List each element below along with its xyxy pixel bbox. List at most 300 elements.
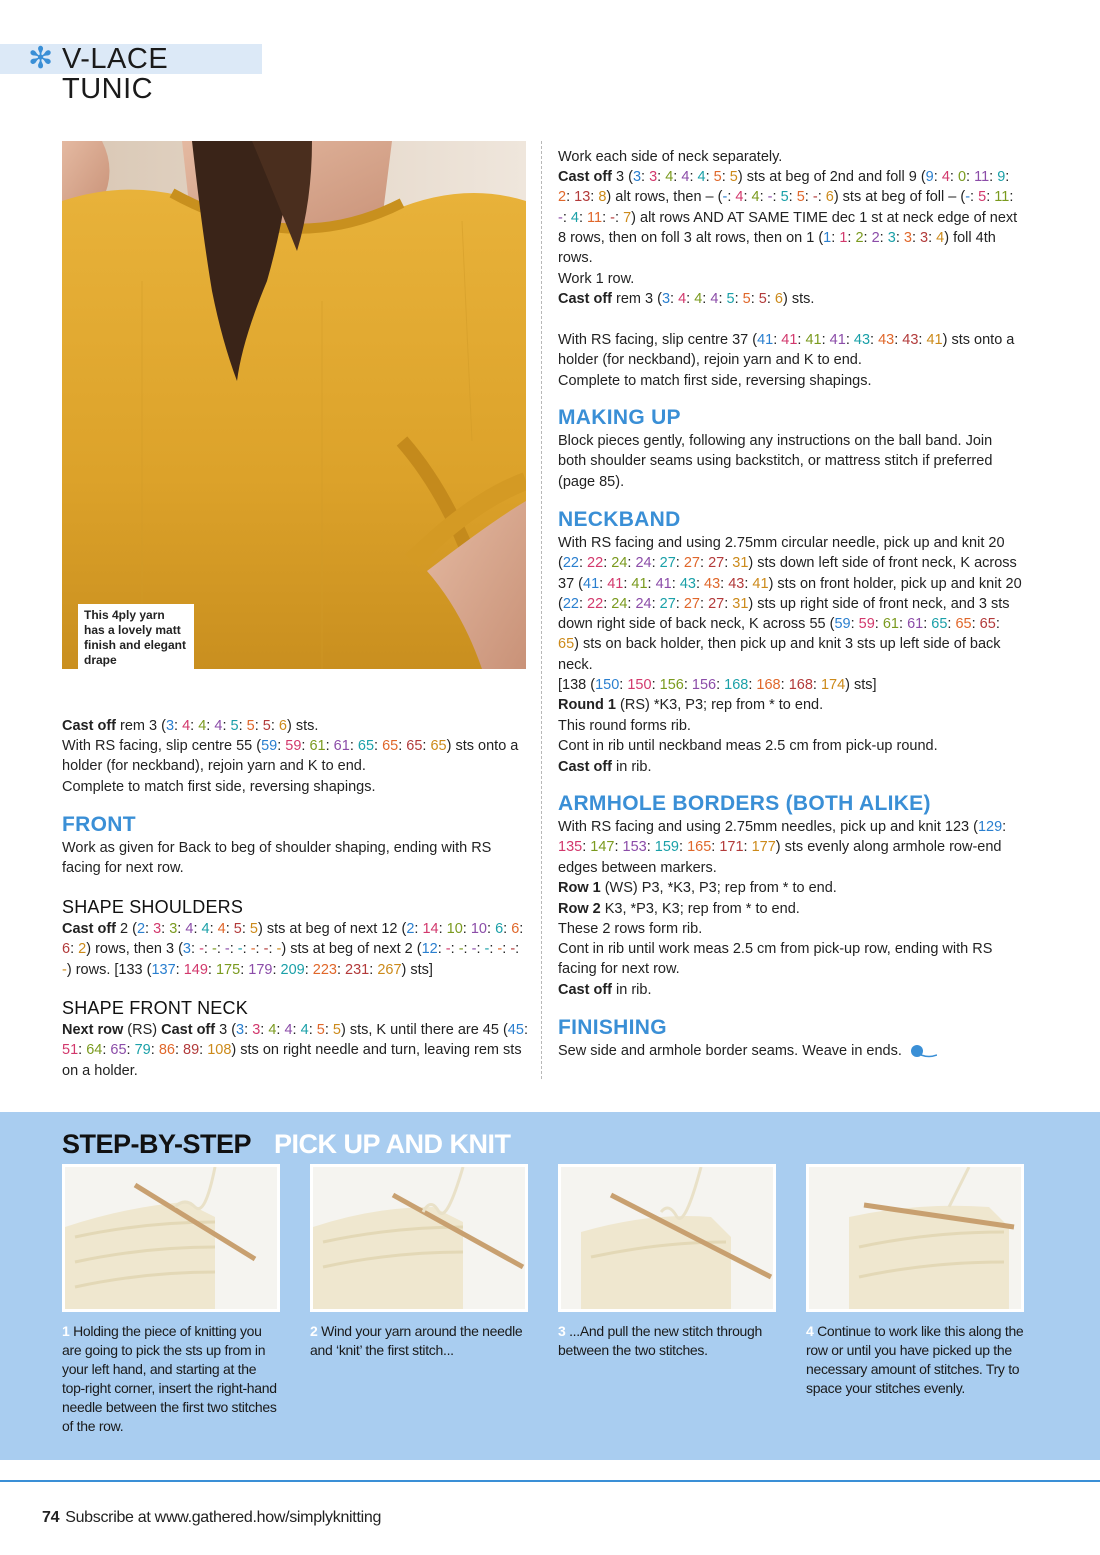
size-value: 0	[957, 169, 967, 185]
text-run: :	[1005, 169, 1010, 185]
text-run: :	[874, 616, 883, 633]
size-value: 5	[726, 291, 735, 307]
text-run: :	[788, 189, 797, 206]
text-run: :	[254, 718, 263, 734]
text-run: With RS facing and using 2.75mm needles, pick up and knit 123 (	[558, 819, 978, 835]
size-value: 65	[430, 738, 447, 754]
size-value: 22	[562, 595, 579, 612]
bold-term: Cast off	[62, 921, 116, 937]
text-run: ) sts on front holder, pick up and knit 20 (	[558, 575, 1022, 612]
size-value: 5	[233, 921, 242, 937]
size-value: 24	[635, 555, 652, 572]
size-value: 89	[183, 1042, 200, 1059]
bold-term: Row 2	[558, 901, 601, 917]
size-value: 108	[207, 1042, 232, 1059]
size-value: -	[497, 941, 503, 958]
size-value: 27	[708, 555, 725, 572]
castoff-rem-text	[62, 716, 528, 736]
text-run: :	[161, 921, 170, 937]
step-number: 1	[62, 1323, 70, 1339]
row1-text	[558, 878, 1024, 898]
text-run: :	[766, 291, 775, 307]
size-value: 86	[158, 1042, 175, 1059]
work-1-row-text: Work 1 row.	[558, 271, 635, 287]
size-value: 27	[659, 555, 676, 572]
size-value: 168	[724, 677, 749, 693]
shape-shoulders-heading: SHAPE SHOULDERS	[62, 897, 244, 917]
size-value: 156	[659, 677, 684, 693]
text-run: ) sts at beg of foll – (	[833, 189, 966, 206]
step-1-photo	[62, 1164, 280, 1312]
step-3-photo	[558, 1164, 776, 1312]
size-value: 231	[345, 961, 370, 978]
size-value: 22	[562, 555, 579, 572]
text-run: :	[773, 332, 782, 348]
text-run: ) sts, K until there are 45 (	[340, 1022, 508, 1038]
size-value: 43	[728, 575, 745, 592]
text-run: :	[582, 839, 591, 856]
step-3-caption	[558, 1322, 778, 1360]
text-run: :	[566, 189, 575, 206]
step-title: STEP-BY-STEP	[62, 1129, 252, 1159]
size-value: 168	[756, 677, 781, 693]
text-run: :	[102, 1042, 111, 1059]
text-run: :	[277, 738, 286, 754]
size-value: 4	[697, 169, 706, 185]
text-run: :	[562, 209, 571, 226]
text-run: :	[947, 616, 956, 633]
castoff-neck-text	[558, 167, 1024, 268]
text-run: :	[1009, 189, 1014, 206]
text-run: :	[304, 961, 313, 978]
size-value: -	[471, 941, 477, 958]
text-run: :	[748, 677, 757, 693]
text-run: :	[270, 718, 279, 734]
text-run: :	[615, 209, 624, 226]
neckband-text	[558, 533, 1024, 675]
size-value: -	[558, 209, 563, 226]
size-value: 5	[332, 1022, 341, 1038]
text-run: ) sts down left side of front neck, K across 37 (	[558, 555, 1017, 592]
size-value: 4	[185, 921, 194, 937]
armhole-text	[558, 817, 1024, 878]
text-run: :	[970, 189, 979, 206]
text-run: :	[695, 575, 705, 592]
size-value: 41	[631, 575, 648, 592]
text-run: :	[603, 595, 612, 612]
size-value: 5	[262, 718, 271, 734]
text-run: :	[671, 575, 680, 592]
text-run: :	[711, 839, 720, 856]
size-value: 43	[878, 332, 895, 348]
size-value: 6	[774, 291, 783, 307]
size-value: -	[199, 941, 204, 958]
text-run: :	[301, 738, 310, 754]
size-value: 2	[406, 921, 415, 937]
text-run: :	[821, 332, 830, 348]
size-value: 5	[758, 291, 767, 307]
size-value: 27	[683, 595, 700, 612]
size-value: 61	[309, 738, 326, 754]
size-value: 5	[742, 291, 751, 307]
text-run: :	[260, 1022, 269, 1038]
size-value: 2	[871, 229, 880, 246]
bold-term: Round 1	[558, 697, 616, 713]
subscribe-link[interactable]: Subscribe at www.gathered.how/simplyknitting	[65, 1509, 382, 1526]
size-value: 9	[997, 169, 1006, 185]
text-run: :	[193, 921, 202, 937]
text-run: :	[705, 169, 714, 185]
finishing-heading: FINISHING	[558, 1016, 667, 1039]
text-run: :	[272, 961, 281, 978]
text-run: :	[689, 169, 698, 185]
text-run: :	[804, 189, 813, 206]
size-value: 41	[655, 575, 672, 592]
text-run: :	[603, 555, 612, 572]
text-run: ) alt rows, then – (	[606, 189, 723, 206]
size-value: 59	[261, 738, 278, 754]
text-run: :	[734, 291, 743, 307]
size-value: 1	[839, 229, 848, 246]
text-run: :	[894, 332, 903, 348]
size-value: 5	[246, 718, 255, 734]
text-run: ) sts.	[783, 291, 815, 307]
size-value: 41	[607, 575, 624, 592]
slip-centre-text	[62, 736, 528, 777]
size-value: 7	[623, 209, 632, 226]
text-run: :	[743, 839, 752, 856]
size-value: -	[263, 941, 269, 958]
text-run: :	[702, 291, 711, 307]
text-run: :	[78, 1042, 87, 1059]
text-run: :	[895, 229, 904, 246]
size-value: 43	[853, 332, 871, 348]
text-run: :	[797, 332, 806, 348]
text-run: :	[641, 169, 650, 185]
text-run: :	[847, 229, 856, 246]
size-value: 2	[78, 941, 87, 958]
text-run: :	[437, 941, 446, 958]
size-value: 168	[788, 677, 813, 693]
page-number: 74	[42, 1509, 60, 1526]
asterisk-icon: ✻	[28, 41, 54, 76]
size-value: 24	[611, 595, 628, 612]
text-run: :	[989, 169, 998, 185]
front-heading: FRONT	[62, 813, 136, 836]
text-run: in rib.	[611, 759, 652, 775]
neckband-heading: NECKBAND	[558, 508, 681, 531]
size-value: 3	[661, 291, 671, 307]
size-value: 41	[829, 332, 846, 348]
text-run: :	[476, 941, 485, 958]
size-value: 24	[635, 595, 652, 612]
text-run: :	[523, 1022, 528, 1038]
text-run: :	[863, 229, 872, 246]
photo-caption: This 4ply yarn has a lovely matt finish and elegant drape	[78, 604, 194, 672]
text-run: :	[174, 1042, 184, 1059]
size-value: 51	[62, 1042, 79, 1059]
footer	[42, 1508, 381, 1528]
text-run: :	[651, 555, 660, 572]
size-value: 179	[248, 961, 273, 978]
text-run: :	[923, 616, 932, 633]
size-value: 4	[936, 229, 945, 246]
footer-rule	[0, 1480, 1100, 1482]
size-value: 41	[805, 332, 822, 348]
size-value: 41	[757, 332, 774, 348]
size-value: 267	[377, 961, 402, 978]
text-run: :	[450, 941, 459, 958]
size-value: 61	[882, 616, 899, 633]
text-run: :	[590, 189, 599, 206]
text-run: :	[222, 718, 231, 734]
text-run: ) sts onto a holder (for neckband), rejoin yarn and K to end.	[62, 738, 519, 775]
size-value: 8	[598, 189, 607, 206]
column-divider	[541, 141, 542, 1079]
text-run: :	[657, 169, 666, 185]
size-value: 65	[406, 738, 423, 754]
size-value: 4	[694, 291, 703, 307]
text-run: :	[724, 595, 733, 612]
size-value: 3	[903, 229, 912, 246]
step-text: Holding the piece of knitting you are going to pick the sts up from in your left hand, and starting at the top-right corner, insert the right-hand needle between the first two stitches of the row.	[62, 1323, 277, 1434]
castoff-rib-text	[558, 757, 1024, 777]
text-run: ) alt rows AND AT SAME TIME dec 1 st at neck edge of next 8 rows, then on foll 3 alt rows, then on 1 (	[558, 209, 1018, 246]
text-run: :	[817, 189, 826, 206]
size-value: 3	[920, 229, 929, 246]
step-number: 4	[806, 1323, 814, 1339]
size-value: 4	[678, 291, 687, 307]
text-run: in rib.	[611, 982, 652, 998]
text-run: :	[238, 718, 247, 734]
text-run: ) sts.	[287, 718, 319, 734]
size-value: 41	[583, 575, 600, 592]
size-value: 59	[285, 738, 302, 754]
size-value: 2	[558, 189, 567, 206]
text-run: With RS facing, slip centre 55 (	[62, 738, 262, 754]
size-value: 6	[511, 921, 520, 937]
bold-term: Cast off	[558, 169, 612, 185]
size-value: 27	[708, 595, 725, 612]
text-run: :	[675, 555, 684, 572]
text-run: :	[995, 616, 1000, 633]
size-value: 3	[165, 718, 175, 734]
text-run: :	[647, 575, 656, 592]
text-run: :	[646, 839, 655, 856]
size-value: 65	[110, 1042, 127, 1059]
text-run: :	[369, 961, 378, 978]
text-run: ) foll 4th rows.	[558, 229, 996, 267]
text-run: :	[207, 961, 216, 978]
step-4-caption	[806, 1322, 1026, 1398]
castoff-rem-right-text	[558, 289, 1024, 309]
neckband-total-text	[558, 675, 1024, 695]
size-value: 4	[941, 169, 950, 185]
text-run: :	[174, 718, 183, 734]
text-run: :	[911, 229, 921, 246]
size-value: 4	[751, 189, 760, 206]
text-run: ) sts up right side of front neck, and 3 sts down right side of back neck, K across 55 (	[558, 595, 1010, 633]
size-value: 5	[729, 169, 738, 185]
text-run: :	[126, 1042, 135, 1059]
finishing-text	[558, 1041, 1024, 1061]
text-run: ) sts on back holder, then pick up and knit 3 sts up left side of back neck.	[558, 636, 1001, 673]
text-run: :	[614, 839, 623, 856]
size-value: 22	[587, 555, 604, 572]
text-run: :	[720, 575, 729, 592]
size-value: 41	[781, 332, 798, 348]
text-run: :	[700, 555, 709, 572]
shape-shoulders-text	[62, 919, 528, 980]
text-run: :	[70, 941, 79, 958]
size-value: 3	[153, 921, 162, 937]
text-run: :	[971, 616, 980, 633]
text-run: :	[759, 189, 768, 206]
text-run: :	[743, 189, 752, 206]
text-run: ) rows, then 3 (	[86, 941, 183, 958]
size-value: 4	[284, 1022, 293, 1038]
text-run: :	[503, 921, 512, 937]
text-run: ) sts evenly along armhole row-end edges between markers.	[558, 839, 1002, 876]
size-value: 3	[649, 169, 658, 185]
size-value: -	[211, 941, 217, 958]
step-4-photo	[806, 1164, 1024, 1312]
size-value: -	[767, 189, 773, 206]
size-value: 43	[902, 332, 919, 348]
page-title: V-LACE TUNIC	[62, 43, 169, 105]
text-run: :	[578, 209, 588, 226]
size-value: 5	[796, 189, 805, 206]
size-value: 11	[974, 169, 990, 185]
text-run: :	[683, 677, 692, 693]
text-run: rem 3 (	[611, 291, 662, 307]
text-run: :	[831, 229, 840, 246]
text-run: :	[623, 575, 632, 592]
text-run: :	[899, 616, 908, 633]
size-value: 41	[926, 332, 943, 348]
text-run: ) sts at beg of 2nd and foll 9 (	[737, 169, 926, 185]
size-value: 2	[136, 921, 146, 937]
text-run: (RS) *K3, P3; rep from * to end.	[616, 697, 824, 713]
text-run: :	[255, 941, 264, 958]
size-value: 10	[470, 921, 487, 937]
size-value: 11	[994, 189, 1010, 206]
text-run: :	[744, 575, 753, 592]
text-run: :	[489, 941, 498, 958]
size-value: 4	[735, 189, 744, 206]
size-value: 4	[182, 718, 191, 734]
text-run: :	[175, 961, 184, 978]
bold-term: Cast off	[558, 291, 612, 307]
text-run: :	[414, 921, 423, 937]
text-run: :	[191, 941, 200, 958]
size-value: -	[610, 209, 616, 226]
text-run: :	[438, 921, 447, 937]
text-run: 3 (	[611, 169, 633, 185]
size-value: 65	[979, 616, 996, 633]
text-run: :	[324, 1022, 333, 1038]
size-value: 13	[574, 189, 591, 206]
size-value: 24	[611, 555, 628, 572]
text-run: K3, *P3, K3; rep from * to end.	[600, 901, 800, 917]
size-value: 59	[834, 616, 851, 633]
text-run: :	[700, 595, 709, 612]
size-value: 5	[713, 169, 722, 185]
size-value: 59	[858, 616, 875, 633]
size-value: 5	[230, 718, 239, 734]
size-value: 4	[300, 1022, 309, 1038]
size-value: 1	[823, 229, 832, 246]
size-value: 3	[182, 941, 191, 958]
neck-separately-text: Work each side of neck separately.	[558, 149, 783, 165]
front-text: Work as given for Back to beg of shoulder shaping, ending with RS facing for next row.	[62, 840, 492, 877]
text-run: :	[727, 189, 736, 206]
bold-term: Cast off	[558, 759, 612, 775]
size-value: 65	[558, 636, 575, 653]
text-run: :	[225, 921, 234, 937]
tunic-photo	[62, 141, 526, 669]
size-value: 3	[632, 169, 642, 185]
size-value: 4	[201, 921, 210, 937]
text-run: :	[1002, 819, 1007, 835]
size-value: 4	[198, 718, 207, 734]
text-run: :	[627, 555, 636, 572]
size-value: 45	[507, 1022, 524, 1038]
text-run: :	[398, 738, 407, 754]
finishing-sentence: Sew side and armhole border seams. Weave in ends.	[558, 1043, 902, 1059]
text-run: :	[619, 677, 628, 693]
step-text: ...And pull the new stitch through between the two stitches.	[558, 1323, 763, 1358]
size-value: -	[510, 941, 516, 958]
size-value: 171	[719, 839, 744, 856]
text-run: :	[578, 595, 588, 612]
size-value: 11	[587, 209, 603, 226]
round-forms-text: This round forms rib.	[558, 718, 691, 734]
text-run: :	[515, 941, 520, 958]
text-run: ) sts at beg of next 12 (	[258, 921, 407, 937]
cont-rib-text: Cont in rib until neckband meas 2.5 cm from pick-up round.	[558, 738, 938, 754]
step-2-photo	[310, 1164, 528, 1312]
text-run: With RS facing and using 2.75mm circular needle, pick up and knit 20 (	[558, 535, 1005, 572]
yarn-ball-icon	[909, 1043, 937, 1059]
size-value: 3	[252, 1022, 261, 1038]
size-value: 31	[732, 555, 749, 572]
size-value: 65	[382, 738, 399, 754]
text-run: ) sts at beg of next 2 (	[281, 941, 422, 958]
size-value: 174	[820, 677, 846, 693]
complete-match-text: Complete to match first side, reversing shapings.	[62, 779, 376, 795]
size-value: 153	[622, 839, 647, 856]
size-value: -	[812, 189, 818, 206]
size-value: 135	[558, 839, 583, 856]
bold-term: Next row	[62, 1022, 124, 1038]
making-up-heading: MAKING UP	[558, 406, 681, 429]
size-value: 27	[659, 595, 676, 612]
size-value: 41	[752, 575, 769, 592]
size-value: 64	[86, 1042, 103, 1059]
text-run: :	[276, 1022, 285, 1038]
size-value: 43	[704, 575, 721, 592]
text-run: :	[502, 941, 511, 958]
text-run: (WS) P3, *K3, P3; rep from * to end.	[600, 880, 837, 896]
text-run: With RS facing, slip centre 37 (	[558, 332, 758, 348]
size-value: 31	[732, 595, 749, 612]
text-run: :	[241, 921, 250, 937]
text-run: ) sts onto a holder (for neckband), rejoin yarn and K to end.	[558, 332, 1015, 369]
text-run: :	[374, 738, 383, 754]
round1-text	[558, 695, 1024, 715]
text-run: :	[422, 738, 431, 754]
